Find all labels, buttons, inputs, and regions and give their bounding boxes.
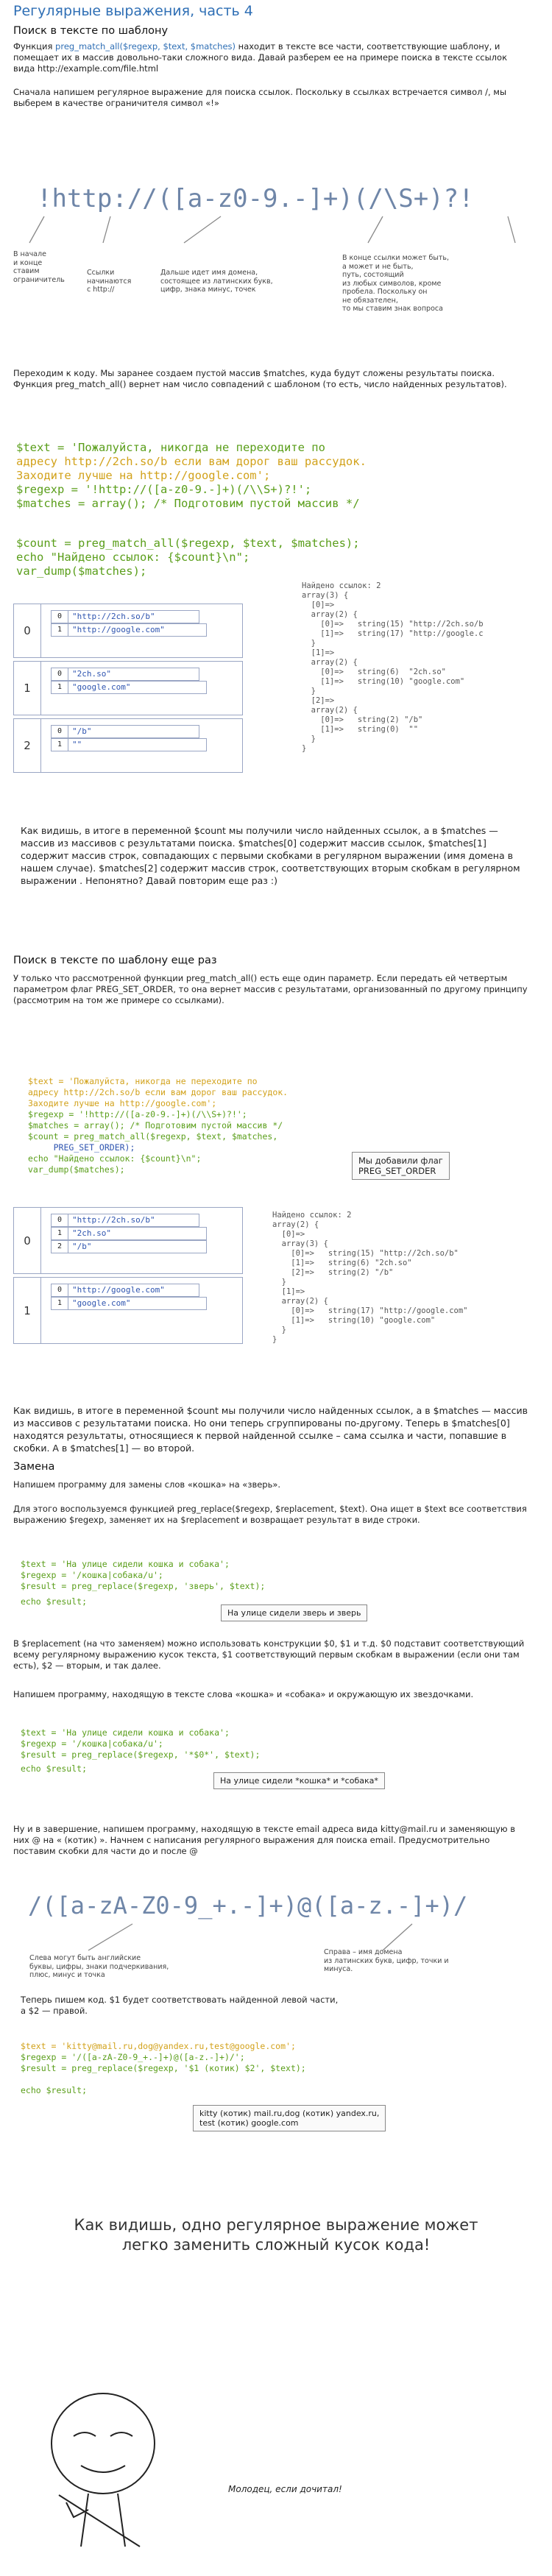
diagram-item — [51, 610, 199, 623]
diagram-item — [51, 725, 199, 738]
var-dump-output-1: Найдено ссылок: 2 array(3) { [0]=> array(2) { [0]=> string(15) "http://2ch.so/b [1]=> string(17) "http://google.c } [1]=> array(2) { [0]=> string(6) "2ch.so" [1]=> string(10) "google.com" } [2]=> array(2) { [0]=> string(2) "/b" [1]=> string(0) "" } } — [302, 581, 484, 753]
section-heading-search-again: Поиск в тексте по шаблону еще раз — [13, 955, 217, 966]
sec3-paragraph-4: Напишем программу, находящую в тексте слова «кошка» и «собака» и окружающую их звездочками. — [13, 1689, 474, 1699]
result-box-3: kitty (котик) mail.ru,dog (котик) yandex.ru, test (котик) google.com — [193, 2105, 386, 2131]
diagram-item-index: 0 — [52, 726, 68, 737]
diagram-group — [13, 661, 243, 715]
code-echo-1: echo $result; — [21, 1596, 88, 1607]
var-dump-output-2: Найдено ссылок: 2 array(2) { [0]=> array(3) { [0]=> string(15) "http://2ch.so/b" [1]=> string(6) "2ch.so" [2]=> string(2) "/b" } [1]=> array(2) { [0]=> string(17) "http://google.com" [1]=> string(10) "google.com" } } — [272, 1211, 468, 1344]
diagram-item-index: 0 — [52, 611, 68, 623]
diagram-item — [51, 681, 207, 694]
result-box-1: На улице сидели зверь и зверь — [221, 1604, 367, 1621]
diagram-item — [51, 623, 207, 637]
diagram-item — [51, 668, 199, 681]
section-heading-search: Поиск в тексте по шаблону — [13, 25, 169, 37]
sec1-paragraph-3: Переходим к коду. Мы заранее создаем пустой массив $matches, куда будут сложены результаты поиска. Функция preg_match_all() вернет нам число совпадений с шаблоном (то есть, число найденных результатов). — [13, 368, 507, 389]
note-email-left: Слева могут быть английские буквы, цифры, знаки подчеркивания, плюс, минус и точка — [29, 1954, 169, 1979]
diagram-item-index: 0 — [52, 668, 68, 680]
diagram-item — [51, 1284, 199, 1297]
code-block-3: $text = 'Пожалуйста, никогда не переходите по адресу http://2ch.so/b если вам дорог ваш рассудок. Заходите лучше на http://google.com'; $regexp = '!http://([a-z0-9.-]+)(/\\S+)?!'; $matches = array(); /* Подготовим пустой массив */ $count = preg_match_all($regexp, $text, $matches, PREG_SET_ORDER); echo "Найдено ссылок: {$count}\n"; var_dump($matches); — [28, 1076, 289, 1175]
diagram-group — [13, 1207, 243, 1274]
regex-annotation-arrows — [0, 213, 552, 265]
sec2-paragraph-2: Как видишь, в итоге в переменной $count мы получили число найденных ссылок, а в $matches — массив из массивов с результатами поиска. Но они теперь сгруппированы по-другому. Теперь в $matches[0] находятся результаты, относящиеся к первой найденной ссылке – сама ссылка и части, попавшие в скобки. А в $matches[1] — во второй. — [13, 1405, 531, 1454]
sec3-paragraph-2: Для этого воспользуемся функцией preg_replace($regexp, $replacement, $text). Она ищет в $text все соответствия выражению $regexp, заменяет их на $replacement и возвращает результат в виде строки. — [13, 1504, 530, 1525]
diagram-item-value: "/b" — [72, 726, 92, 736]
diagram-item-index: 0 — [52, 1284, 68, 1296]
diagram-index: 0 — [14, 604, 41, 657]
result-box-2: На улице сидели *кошка* и *собака* — [213, 1772, 385, 1789]
sec2-paragraph-1: У только что рассмотренной функции preg_match_all() есть еще один параметр. Если передать ей четвертым параметром флаг PREG_SET_ORDER, то она вернет массив с результатами, организованный по другому принципу (рассмотрим на том же примере со ссылками). — [13, 973, 531, 1005]
diagram-index: 1 — [14, 662, 41, 715]
note-delimiter: В начале и конце ставим ограничитель — [13, 250, 65, 284]
note-path: В конце ссылки может быть, а может и не быть, путь, состоящий из любых символов, кроме пробела. Поскольку он не обязателен, то мы ставим знак вопроса — [342, 254, 450, 313]
sec3-paragraph-6: Теперь пишем код. $1 будет соответствовать найденной левой части, а $2 — правой. — [21, 1995, 339, 2016]
regex-email: /([a-zA-Z0-9_+.-]+)@([a-z.-]+)/ — [28, 1892, 468, 1919]
diagram-item-value: "" — [72, 740, 82, 749]
sec1-paragraph-1: Функция preg_match_all($regexp, $text, $matches) находит в тексте все части, соответствующие шаблону, и помещает их в массив довольно-таки сложного вида. Давай разберем ее на примере поиска в тексте ссылок вида http://example.com/file.html — [13, 41, 510, 74]
note-email-right: Справа – имя домена из латинских букв, цифр, точки и минуса. — [324, 1948, 449, 1973]
regex-url: !http://([a-z0-9.-]+)(/\S+)?! — [37, 184, 474, 213]
matches-diagram-2 — [13, 1207, 249, 1347]
diagram-item-value: "google.com" — [72, 682, 131, 692]
code-block-2: $count = preg_match_all($regexp, $text, $matches); echo "Найдено ссылок: {$count}\n"; var_dump($matches); — [16, 537, 360, 578]
code-block-4: $text = 'На улице сидели кошка и собака'; $regexp = '/кошка|собака/u'; $result = preg_replace($regexp, 'зверь', $text); — [21, 1559, 266, 1591]
sec3-paragraph-1: Напишем программу для замены слов «кошка» на «зверь». — [13, 1479, 281, 1490]
diagram-item-value: "2ch.so" — [72, 669, 111, 679]
diagram-group — [13, 718, 243, 773]
diagram-item — [51, 1214, 199, 1227]
diagram-item-value: "2ch.so" — [72, 1228, 111, 1238]
diagram-index: 0 — [14, 1208, 41, 1273]
diagram-index: 1 — [14, 1278, 41, 1343]
page-title: Регулярные выражения, часть 4 — [13, 3, 253, 19]
diagram-item-index: 1 — [52, 1228, 68, 1239]
diagram-item-index: 1 — [52, 1298, 68, 1309]
diagram-item-value: "http://2ch.so/b" — [72, 1215, 155, 1225]
diagram-item-value: "/b" — [72, 1242, 92, 1251]
praise-caption: Молодец, если дочитал! — [228, 2484, 342, 2494]
diagram-item-index: 0 — [52, 1214, 68, 1226]
diagram-item-value: "google.com" — [72, 1298, 131, 1308]
diagram-item — [51, 1297, 207, 1310]
note-domain: Дальше идет имя домена, состоящее из латинских букв, цифр, знака минус, точек — [160, 269, 273, 294]
matches-diagram-1 — [13, 604, 249, 780]
section-heading-replace: Замена — [13, 1461, 55, 1473]
sec1-paragraph-2: Сначала напишем регулярное выражение для поиска ссылок. Поскольку в ссылках встречается символ /, мы выберем в качестве ограничителя символ «!» — [13, 87, 509, 108]
code-block-5: $text = 'На улице сидели кошка и собака'; $regexp = '/кошка|собака/u'; $result = preg_replace($regexp, '*$0*', $text); — [21, 1727, 261, 1760]
code-echo-2: echo $result; — [21, 1763, 88, 1774]
diagram-group — [13, 1277, 243, 1344]
diagram-item-value: "http://google.com" — [72, 1285, 165, 1295]
sec3-paragraph-3: В $replacement (на что заменяем) можно использовать конструкции $0, $1 и т.д. $0 подставит соответствующий всему регулярному выражению кусок текста, $1 соответствующий первым скобкам в выражении (если они там есть), $2 — вторым, и так далее. — [13, 1638, 527, 1671]
diagram-item-index: 1 — [52, 739, 68, 751]
diagram-item-value: "http://2ch.so/b" — [72, 612, 155, 621]
diagram-item — [51, 1227, 207, 1240]
diagram-item-index: 2 — [52, 1241, 68, 1253]
final-statement: Как видишь, одно регулярное выражение может легко заменить сложный кусок кода! — [74, 2216, 478, 2254]
code-block-6: $text = 'kitty@mail.ru,dog@yandex.ru,test@google.com'; $regexp = '/([a-zA-Z0-9_+.-]+)@([a-z.-]+)/'; $result = preg_replace($regexp, '$1 (котик) $2', $text); — [21, 2041, 306, 2073]
sec3-paragraph-5: Ну и в завершение, напишем программу, находящую в тексте email адреса вида kitty@mail.ru и заменяющую в них @ на « (котик) ». Начнем с написания регулярного выражения для поиска email. Предусмотрительно поставим скобки для части до и после @ — [13, 1824, 518, 1856]
diagram-item-index: 1 — [52, 624, 68, 636]
code-echo-3: echo $result; — [21, 2085, 88, 2095]
diagram-item-value: "http://google.com" — [72, 625, 165, 634]
diagram-item-index: 1 — [52, 682, 68, 693]
flag-note-box: Мы добавили флаг PREG_SET_ORDER — [352, 1152, 450, 1180]
preg-match-all-link[interactable]: preg_match_all($regexp, $text, $matches) — [55, 41, 236, 52]
diagram-item — [51, 738, 207, 751]
email-regex-arrows — [0, 1921, 552, 1958]
sec1-paragraph-4: Как видишь, в итоге в переменной $count мы получили число найденных ссылок, а в $matches — массив из массивов с результатами поиска. $matches[0] содержит массив ссылок, $matches[1] содержит массив строк, совпадающих с первыми скобками в регулярном выражении (имя домена в нашем случае). $matches[2] содержит массив строк, соответствующих вторым скобкам в регулярном выражении . Непонятно? Давай повторим еще раз :) — [21, 825, 523, 886]
diagram-group — [13, 604, 243, 658]
diagram-item — [51, 1240, 207, 1253]
proud-face-icon — [29, 2385, 177, 2569]
note-http: Ссылки начинаются с http:// — [87, 269, 132, 294]
code-block-1: $text = 'Пожалуйста, никогда не переходите по адресу http://2ch.so/b если вам дорог ваш рассудок. Заходите лучше на http://google.com'; $regexp = '!http://([a-z0-9.-]+)(/\\S+)?!'; $matches = array(); /* Подготовим пустой массив */ — [16, 441, 367, 510]
diagram-index: 2 — [14, 719, 41, 772]
